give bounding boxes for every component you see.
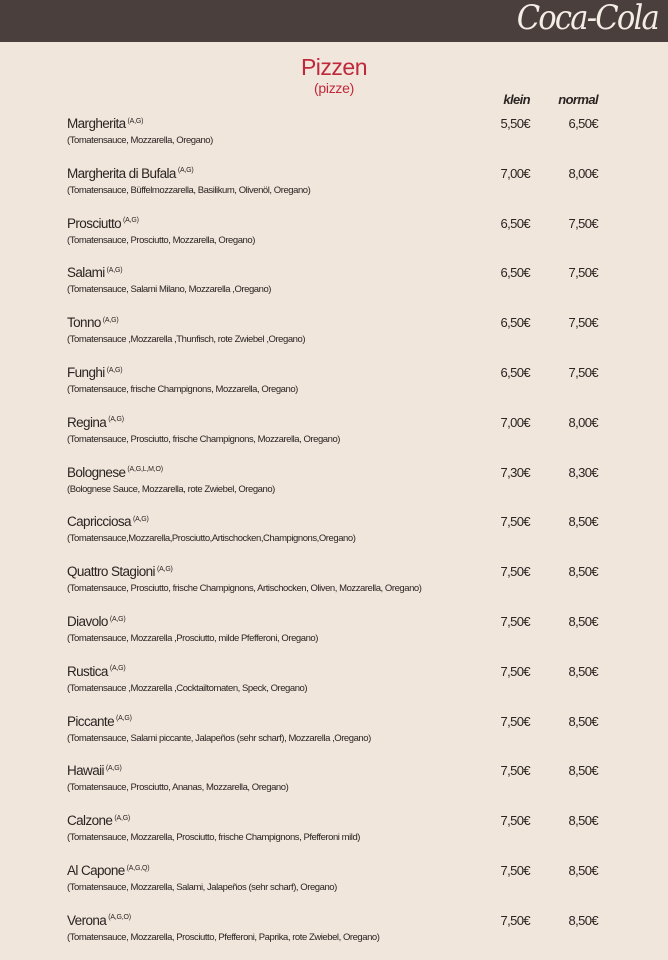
price-klein: 7,50€ bbox=[500, 663, 530, 679]
price-normal: 8,00€ bbox=[568, 165, 598, 181]
menu-item bbox=[67, 564, 607, 604]
price-klein: 7,50€ bbox=[500, 912, 530, 928]
menu-item bbox=[67, 514, 607, 554]
item-description: (Tomatensauce, Mozzarella, Prosciutto, frische Champignons, Pfefferoni mild) bbox=[67, 832, 360, 844]
item-name-text: Funghi bbox=[67, 365, 105, 380]
price-normal: 7,50€ bbox=[568, 315, 598, 331]
item-name-text: Quattro Stagioni bbox=[67, 564, 155, 580]
item-name bbox=[67, 116, 143, 131]
price-klein: 6,50€ bbox=[500, 315, 530, 331]
menu-item bbox=[67, 216, 607, 256]
item-allergens: (A,G) bbox=[109, 615, 126, 623]
item-name-text: Tonno bbox=[67, 315, 101, 331]
item-description: (Tomatensauce, Prosciutto, frische Champignons, Artischocken, Oliven, Mozzarella, Oregano) bbox=[67, 583, 422, 595]
item-name-text: Diavolo bbox=[67, 614, 108, 629]
section-title: Pizzen bbox=[300, 54, 368, 80]
menu-item bbox=[67, 913, 607, 953]
item-allergens: (A,G) bbox=[115, 715, 132, 723]
item-name bbox=[67, 863, 149, 878]
menu-item bbox=[67, 863, 607, 903]
menu-item bbox=[67, 763, 607, 803]
item-allergens: (A,G) bbox=[127, 117, 144, 125]
price-klein: 7,50€ bbox=[500, 614, 530, 629]
item-allergens: (A,G,L,M,O) bbox=[127, 466, 163, 474]
price-klein: 5,50€ bbox=[500, 116, 530, 131]
item-name-text: Capricciosa bbox=[67, 514, 131, 530]
item-description: (Tomatensauce, Prosciutto, Mozzarella, Oregano) bbox=[67, 234, 255, 246]
item-description: (Tomatensauce, Salami piccante, Jalapeños (sehr scharf), Mozzarella ,Oregano) bbox=[67, 732, 371, 744]
item-name-text: Rustica bbox=[67, 663, 108, 679]
column-header-klein: klein bbox=[503, 92, 530, 107]
menu-item bbox=[67, 166, 607, 206]
item-description: (Tomatensauce,Mozzarella,Prosciutto,Artischocken,Champignons,Oregano) bbox=[67, 533, 356, 545]
item-allergens: (A,G,O) bbox=[108, 914, 131, 922]
menu-item bbox=[67, 315, 607, 355]
item-name-text: Salami bbox=[67, 265, 105, 281]
price-normal: 7,50€ bbox=[568, 265, 598, 281]
item-name bbox=[67, 166, 194, 181]
item-allergens: (A,G,Q) bbox=[126, 864, 150, 872]
price-klein: 7,50€ bbox=[500, 564, 530, 580]
price-klein: 7,00€ bbox=[500, 414, 530, 430]
item-allergens: (A,G) bbox=[105, 764, 122, 772]
item-name-text: Prosciutto bbox=[67, 215, 122, 231]
price-normal: 8,50€ bbox=[568, 663, 598, 679]
item-name bbox=[67, 614, 126, 629]
item-name bbox=[67, 514, 149, 529]
item-name-text: Regina bbox=[67, 414, 107, 430]
menu-item bbox=[67, 265, 607, 305]
item-name bbox=[67, 315, 119, 330]
price-klein: 6,50€ bbox=[500, 215, 530, 231]
price-normal: 6,50€ bbox=[568, 116, 598, 131]
item-name-text: Piccante bbox=[67, 713, 114, 729]
item-allergens: (A,G) bbox=[109, 665, 126, 673]
price-normal: 8,50€ bbox=[568, 763, 598, 779]
price-klein: 7,50€ bbox=[500, 763, 530, 779]
price-normal: 8,30€ bbox=[568, 464, 598, 480]
price-normal: 8,50€ bbox=[568, 514, 598, 530]
item-name bbox=[67, 714, 132, 729]
item-name bbox=[67, 365, 122, 380]
item-name bbox=[67, 763, 122, 778]
item-allergens: (A,G) bbox=[123, 217, 139, 225]
item-name-text: Calzone bbox=[67, 813, 113, 829]
section-subtitle: (pizze) bbox=[314, 80, 354, 96]
item-name bbox=[67, 813, 130, 828]
coca-cola-logo: Coca-Cola bbox=[516, 0, 658, 38]
price-klein: 7,00€ bbox=[500, 165, 530, 181]
menu-item bbox=[67, 415, 607, 455]
price-normal: 7,50€ bbox=[568, 215, 598, 231]
item-description: (Bolognese Sauce, Mozzarella, rote Zwiebel, Oregano) bbox=[67, 483, 275, 495]
menu-item bbox=[67, 465, 607, 505]
price-normal: 8,50€ bbox=[568, 564, 598, 580]
menu-item bbox=[67, 116, 607, 156]
item-description: (Tomatensauce, Prosciutto, frische Champignons, Mozzarella, Oregano) bbox=[67, 433, 341, 445]
item-allergens: (A,G) bbox=[132, 515, 149, 523]
price-normal: 7,50€ bbox=[568, 365, 598, 380]
menu-item bbox=[67, 614, 607, 654]
price-klein: 7,50€ bbox=[500, 863, 530, 878]
item-description: (Tomatensauce, Mozzarella, Salami, Jalapeños (sehr scharf), Oregano) bbox=[67, 882, 337, 893]
item-allergens: (A,G) bbox=[102, 316, 119, 324]
item-name bbox=[67, 216, 139, 231]
price-klein: 7,50€ bbox=[500, 514, 530, 530]
price-klein: 7,50€ bbox=[500, 813, 530, 829]
item-description: (Tomatensauce, Büffelmozzarella, Basilikum, Olivenöl, Oregano) bbox=[67, 184, 311, 196]
item-allergens: (A,G) bbox=[156, 565, 173, 573]
item-name-text: Verona bbox=[67, 912, 107, 928]
price-normal: 8,50€ bbox=[568, 713, 598, 729]
menu-item bbox=[67, 813, 607, 853]
item-description: (Tomatensauce, Salami Milano, Mozzarella ,Oregano) bbox=[67, 284, 272, 296]
column-header-normal: normal bbox=[558, 92, 598, 107]
item-description: (Tomatensauce ,Mozzarella ,Thunfisch, rote Zwiebel ,Oregano) bbox=[67, 334, 306, 346]
price-klein: 6,50€ bbox=[500, 265, 530, 281]
item-allergens: (A,G) bbox=[114, 814, 131, 822]
item-name-text: Al Capone bbox=[67, 863, 125, 878]
price-klein: 7,50€ bbox=[500, 713, 530, 729]
item-description: (Tomatensauce, Mozzarella, Prosciutto, Pfefferoni, Paprika, rote Zwiebel, Oregano) bbox=[67, 931, 380, 943]
item-name bbox=[67, 664, 126, 679]
price-normal: 8,50€ bbox=[568, 813, 598, 829]
item-name bbox=[67, 265, 122, 280]
item-allergens: (A,G) bbox=[177, 167, 194, 175]
price-klein: 6,50€ bbox=[500, 365, 530, 380]
item-description: (Tomatensauce, frische Champignons, Mozzarella, Oregano) bbox=[67, 384, 298, 395]
menu-item bbox=[67, 365, 607, 405]
item-description: (Tomatensauce, Mozzarella, Oregano) bbox=[67, 135, 213, 146]
item-name bbox=[67, 415, 124, 430]
item-name bbox=[67, 564, 173, 579]
item-name-text: Margherita bbox=[67, 116, 126, 131]
item-name-text: Bolognese bbox=[67, 464, 126, 480]
price-normal: 8,00€ bbox=[568, 414, 598, 430]
item-description: (Tomatensauce, Prosciutto, Ananas, Mozzarella, Oregano) bbox=[67, 782, 289, 794]
item-name-text: Margherita di Bufala bbox=[67, 165, 176, 181]
item-allergens: (A,G) bbox=[106, 366, 123, 374]
item-allergens: (A,G) bbox=[108, 416, 124, 424]
item-name bbox=[67, 465, 163, 480]
price-normal: 8,50€ bbox=[568, 912, 598, 928]
price-klein: 7,30€ bbox=[500, 464, 530, 480]
item-name-text: Hawaii bbox=[67, 763, 104, 779]
price-normal: 8,50€ bbox=[568, 614, 598, 629]
item-description: (Tomatensauce ,Mozzarella ,Cocktailtomaten, Speck, Oregano) bbox=[67, 682, 308, 694]
item-name bbox=[67, 913, 131, 928]
price-normal: 8,50€ bbox=[568, 863, 598, 878]
menu-item bbox=[67, 714, 607, 754]
menu-item bbox=[67, 664, 607, 704]
header-bar bbox=[0, 0, 668, 42]
item-description: (Tomatensauce, Mozzarella ,Prosciutto, milde Pfefferoni, Oregano) bbox=[67, 633, 318, 644]
item-allergens: (A,G) bbox=[106, 266, 123, 274]
